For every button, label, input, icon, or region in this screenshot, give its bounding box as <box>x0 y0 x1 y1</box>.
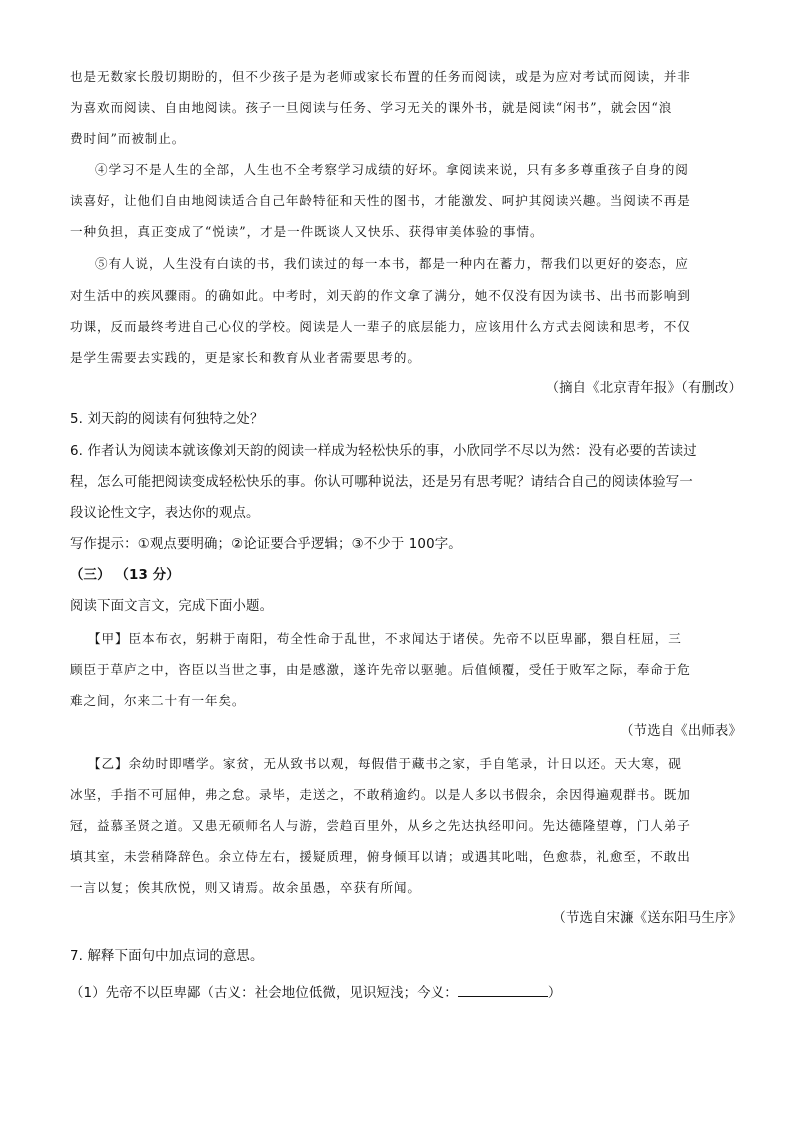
writing-tips: 写作提示：①观点要明确；②论证要合乎逻辑；③不少于 100字。 <box>70 537 462 552</box>
question-7-1 <box>70 982 561 1004</box>
article-source: （摘自《北京青年报》（有删改） <box>545 381 742 396</box>
para3-line-3: 费时间”而被制止。 <box>70 131 186 146</box>
jia-line-2: 顾臣于草庐之中，咨臣以当世之事，由是感激，遂许先帝以驱驰。后值倾覆，受任于败军之际，奉命于危 <box>70 662 691 677</box>
section-three-heading: （三） （13 分） <box>70 568 180 583</box>
para3-line-1: 也是无数家长殷切期盼的，但不少孩子是为老师或家长布置的任务而阅读，或是为应对考试而阅读，并非 <box>70 69 691 84</box>
question-6-line-3: 段议论性文字，表达你的观点。 <box>70 506 260 521</box>
jia-line-1: 【甲】臣本布衣，躬耕于南阳，苟全性命于乱世，不求闻达于诸侯。先帝不以臣卑鄙，猥自枉屈，三 <box>88 631 682 646</box>
question-7-1-prefix: （1）先帝不以臣卑鄙（古义：社会地位低微，见识短浅；今义： <box>70 986 458 1001</box>
para5-line-2: 对生活中的疾风骤雨。的确如此。中考时，刘天韵的作文拿了满分，她不仅没有因为读书、出书而影响到 <box>70 288 691 303</box>
yi-source: （节选自宋濂《送东阳马生序》 <box>552 911 742 926</box>
yi-line-5: 一言以复；俟其欣悦，则又请焉。故余虽愚，卒获有所闻。 <box>70 880 421 895</box>
question-5: 5. 刘天韵的阅读有何独特之处？ <box>70 412 264 427</box>
yi-line-2: 冰坚，手指不可屈伸，弗之怠。录毕，走送之，不敢稍逾约。以是人多以书假余，余因得遍观群书。既加 <box>70 787 691 802</box>
yi-line-1: 【乙】余幼时即嗜学。家贫，无从致书以观，每假借于藏书之家，手自笔录，计日以还。天大寒，砚 <box>88 756 682 771</box>
para4-line-2: 读喜好，让他们自由地阅读适合自己年龄特征和天性的图书，才能激发、呵护其阅读兴趣。当阅读不再是 <box>70 193 691 208</box>
para5-line-3: 功课，反而最终考进自己心仪的学校。阅读是人一辈子的底层能力，应该用什么方式去阅读和思考，不仅 <box>70 319 691 334</box>
para4-line-1: ④学习不是人生的全部，人生也不全考察学习成绩的好坏。拿阅读来说，只有多多尊重孩子自身的阅 <box>95 162 689 177</box>
question-6-line-1: 6. 作者认为阅读本就该像刘天韵的阅读一样成为轻松快乐的事，小欣同学不尽以为然：没有必要的苦读过 <box>70 444 697 459</box>
para5-line-1: ⑤有人说，人生没有白读的书，我们读过的每一本书，都是一种内在蓄力，帮我们以更好的姿态，应 <box>95 256 689 271</box>
para4-line-3: 一种负担，真正变成了“悦读”，才是一件既谈人又快乐、获得审美体验的事情。 <box>70 224 544 239</box>
jia-line-3: 难之间，尔来二十有一年矣。 <box>70 693 246 708</box>
para5-line-4: 是学生需要去实践的，更是家长和教育从业者需要思考的。 <box>70 350 421 365</box>
section-three-instruction: 阅读下面文言文，完成下面小题。 <box>70 599 274 614</box>
yi-line-4: 填其室，未尝稍降辞色。余立侍左右，援疑质理，俯身倾耳以请；或遇其叱咄，色愈恭，礼愈至，不敢出 <box>70 849 691 864</box>
answer-blank[interactable] <box>458 982 548 997</box>
question-7: 7. 解释下面句中加点词的意思。 <box>70 949 264 964</box>
para3-line-2: 为喜欢而阅读、自由地阅读。孩子一旦阅读与任务、学习无关的课外书，就是阅读“闲书”，就会因“浪 <box>70 100 673 115</box>
yi-line-3: 冠，益慕圣贤之道。又患无硕师名人与游，尝趋百里外，从乡之先达执经叩问。先达德隆望尊，门人弟子 <box>70 818 691 833</box>
question-6-line-2: 程，怎么可能把阅读变成轻松快乐的事。你认可哪种说法，还是另有思考呢？请结合自己的阅读体验写一 <box>70 475 693 490</box>
jia-source: （节选自《出师表》 <box>620 724 742 739</box>
question-7-1-suffix: ） <box>547 986 562 1001</box>
